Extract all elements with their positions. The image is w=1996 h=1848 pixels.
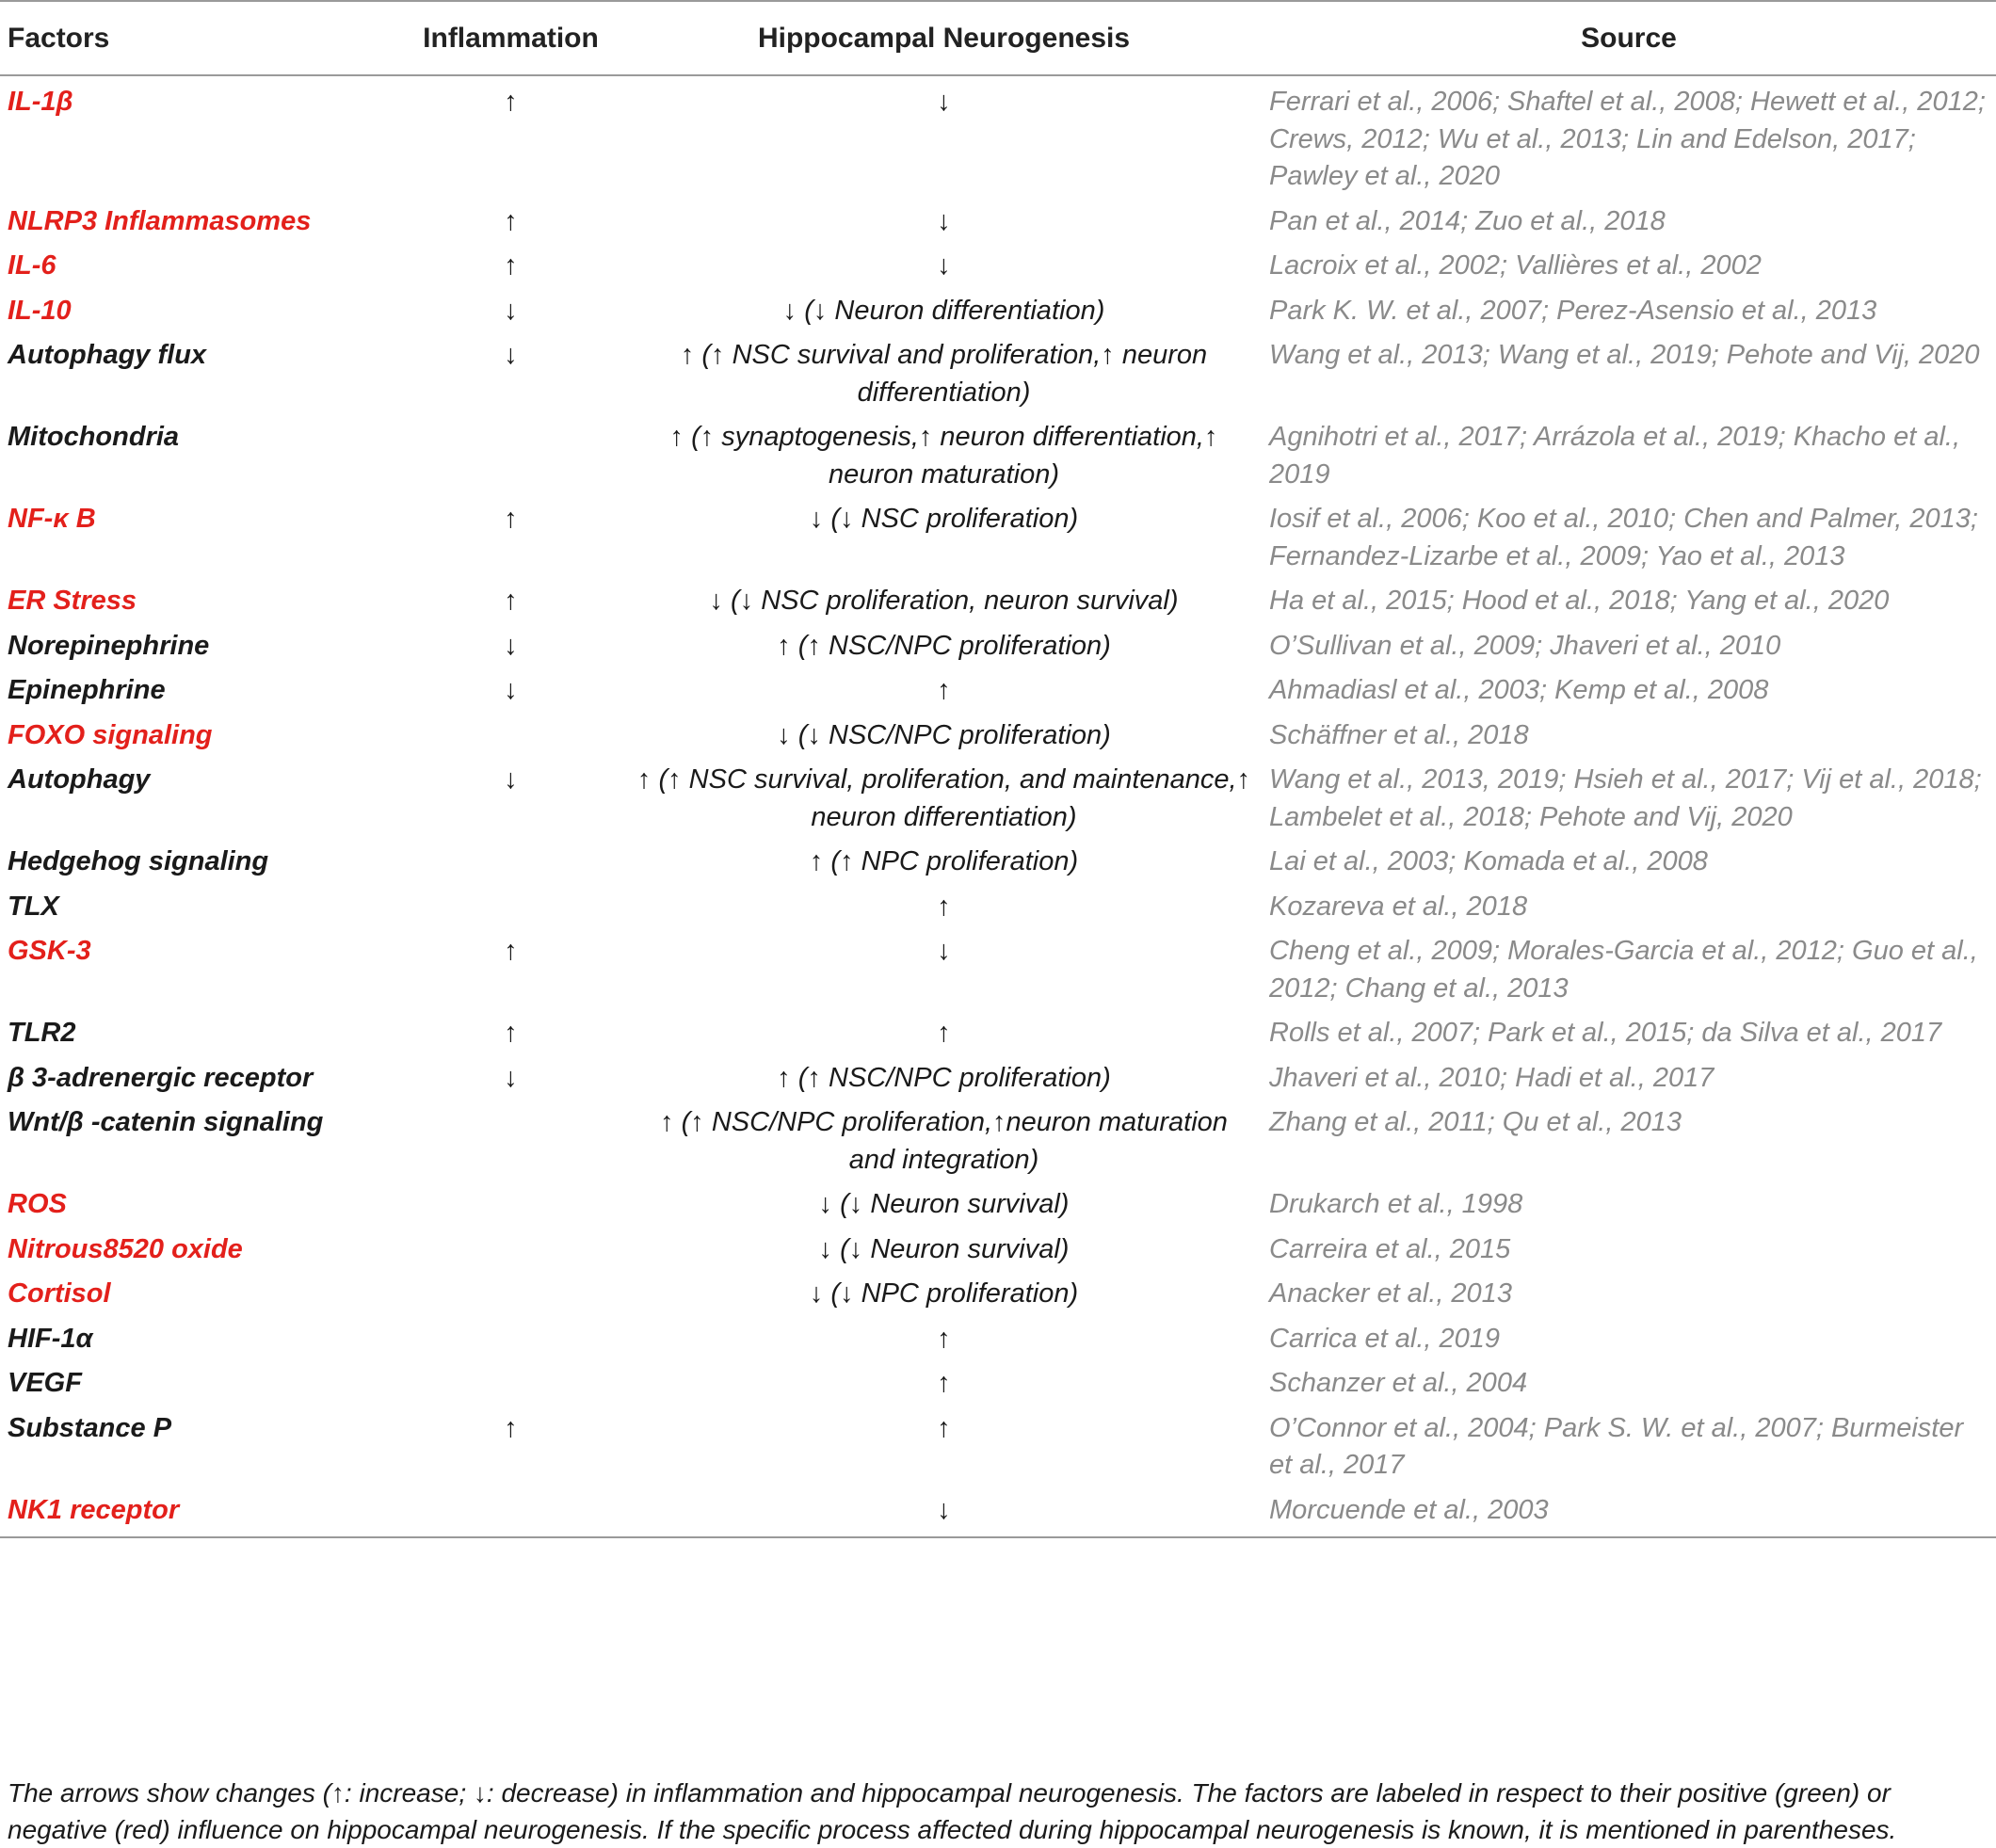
table-row [0,1186,1996,1231]
table-row [0,1276,1996,1321]
table-row [0,762,1996,844]
factor-cell: TLR2 [8,1018,76,1048]
source-cell: Cheng et al., 2009; Morales-Garcia et al., 2012; Guo et al., 2012; Chang et al., 2013 [1269,936,1978,1004]
source-cell: Lacroix et al., 2002; Vallières et al., 2002 [1269,250,1762,281]
table-row [0,1015,1996,1060]
neurogenesis-cell: ↑ [937,891,951,922]
factor-cell: Wnt/β -catenin signaling [8,1107,324,1137]
neurogenesis-cell: ↑ [937,1368,951,1398]
table-row [0,844,1996,889]
neurogenesis-cell: ↑ [937,1018,951,1048]
inflammation-cell: ↑ [504,205,518,236]
table-row [0,628,1996,673]
inflammation-cell: ↑ [504,936,518,966]
inflammation-cell: ↑ [504,586,518,616]
header-neurogenesis: Hippocampal Neurogenesis [757,22,1131,54]
source-cell: Wang et al., 2013; Wang et al., 2019; Pehote and Vij, 2020 [1269,340,1980,370]
inflammation-cell: ↓ [504,340,518,370]
table-row [0,672,1996,717]
table-row [0,419,1996,501]
source-cell: Drukarch et al., 1998 [1269,1189,1523,1219]
table-row [0,1231,1996,1277]
inflammation-cell: ↓ [504,764,518,795]
inflammation-cell: ↓ [504,295,518,326]
source-cell: Anacker et al., 2013 [1269,1278,1512,1309]
factor-cell: Hedgehog signaling [8,846,269,876]
inflammation-cell: ↑ [504,250,518,281]
factor-cell: Substance P [8,1412,172,1443]
inflammation-cell [395,1365,626,1410]
factor-cell: Epinephrine [8,675,166,705]
inflammation-cell [395,1321,626,1366]
factor-cell: NK1 receptor [8,1494,180,1525]
source-cell: O’Connor et al., 2004; Park S. W. et al., 2007; Burmeister et al., 2017 [1269,1412,1964,1480]
neurogenesis-cell: ↓ (↓ Neuron survival) [818,1233,1070,1264]
table-row [0,501,1996,583]
neurogenesis-cell: ↑ (↑ NSC/NPC proliferation) [777,630,1111,661]
factor-cell: Mitochondria [8,422,180,452]
factor-cell: TLX [8,891,59,922]
table-footnote: The arrows show changes (↑: increase; ↓: decrease) in inflammation and hippocampal neurogenesis. The factors are labeled in respect to their positive (green) or negative (red) influence on hippocampal neurogenesis. If the specific process affected during hippocampal neurogenesis is known, it is mentioned in parentheses. [8,1778,1897,1844]
neurogenesis-cell: ↑ (↑ NPC proliferation) [809,846,1079,876]
source-cell: Wang et al., 2013, 2019; Hsieh et al., 2017; Vij et al., 2018; Lambelet et al., 2018; Pehote and Vij, 2020 [1269,764,1982,832]
inflammation-cell [395,1276,626,1321]
source-cell: Ahmadiasl et al., 2003; Kemp et al., 2008 [1269,675,1769,705]
factor-cell: VEGF [8,1368,82,1398]
table-row [0,1492,1996,1538]
neurogenesis-cell: ↓ [937,1494,951,1525]
inflammation-cell [395,1492,626,1538]
neurogenesis-cell: ↑ (↑ NSC survival, proliferation, and maintenance,↑ neuron differentiation) [636,764,1251,832]
source-cell: Morcuende et al., 2003 [1269,1494,1549,1525]
table-row [0,1321,1996,1366]
source-cell: Carreira et al., 2015 [1269,1233,1511,1264]
source-cell: Pan et al., 2014; Zuo et al., 2018 [1269,205,1666,236]
neurogenesis-cell: ↓ (↓ Neuron differentiation) [782,295,1105,326]
table-row [0,248,1996,293]
source-cell: Iosif et al., 2006; Koo et al., 2010; Chen and Palmer, 2013; Fernandez-Lizarbe et al., 2009; Yao et al., 2013 [1269,504,1978,571]
header-inflammation: Inflammation [423,22,599,54]
neurogenesis-cell: ↓ [937,936,951,966]
factor-cell: ROS [8,1189,67,1219]
source-cell: Agnihotri et al., 2017; Arrázola et al., 2019; Khacho et al., 2019 [1269,422,1961,490]
table-row [0,293,1996,338]
factor-cell: ER Stress [8,586,137,616]
source-cell: Carrica et al., 2019 [1269,1323,1501,1354]
neurogenesis-cell: ↓ (↓ NSC proliferation, neuron survival) [709,586,1179,616]
factor-cell: Cortisol [8,1278,111,1309]
neurogenesis-cell: ↑ (↑ NSC/NPC proliferation,↑neuron maturation and integration) [660,1107,1228,1175]
factor-cell: IL-10 [8,295,72,326]
source-cell: Schäffner et al., 2018 [1269,719,1529,750]
neurogenesis-cell: ↑ [937,1323,951,1354]
neurogenesis-cell: ↓ (↓ NPC proliferation) [809,1278,1079,1309]
inflammation-cell [395,717,626,763]
inflammation-cell: ↑ [504,504,518,534]
source-cell: Ha et al., 2015; Hood et al., 2018; Yang et al., 2020 [1269,586,1890,616]
neurogenesis-cell: ↑ (↑ NSC survival and proliferation,↑ neuron differentiation) [680,340,1208,408]
factor-cell: Autophagy [8,764,151,795]
neurogenesis-cell: ↑ [937,1412,951,1443]
factor-cell: IL-6 [8,250,56,281]
inflammation-cell [395,844,626,889]
table-row [0,889,1996,934]
factor-cell: NF-κ B [8,504,96,534]
table-row [0,203,1996,249]
inflammation-cell: ↓ [504,630,518,661]
factor-cell: Autophagy flux [8,340,207,370]
source-cell: Park K. W. et al., 2007; Perez-Asensio et al., 2013 [1269,295,1877,326]
neurogenesis-cell: ↓ (↓ NSC proliferation) [809,504,1079,534]
source-cell: Ferrari et al., 2006; Shaftel et al., 2008; Hewett et al., 2012; Crews, 2012; Wu et al., 2013; Lin and Edelson, 2017; Pawley et al., 2020 [1269,87,1986,191]
inflammation-cell [395,889,626,934]
neurogenesis-cell: ↑ [937,675,951,705]
source-cell: Rolls et al., 2007; Park et al., 2015; da Silva et al., 2017 [1269,1018,1942,1048]
factor-cell: β 3-adrenergic receptor [8,1062,314,1093]
neurogenesis-cell: ↑ (↑ NSC/NPC proliferation) [777,1062,1111,1093]
neurogenesis-cell: ↓ [937,205,951,236]
source-cell: Lai et al., 2003; Komada et al., 2008 [1269,846,1708,876]
neurogenesis-cell: ↓ (↓ NSC/NPC proliferation) [777,719,1111,750]
inflammation-cell: ↓ [504,1062,518,1093]
inflammation-cell [395,1231,626,1277]
inflammation-cell: ↓ [504,675,518,705]
source-cell: Kozareva et al., 2018 [1269,891,1528,922]
neurogenesis-cell: ↓ [937,250,951,281]
table-row [0,1060,1996,1105]
source-cell: Zhang et al., 2011; Qu et al., 2013 [1269,1107,1682,1137]
factor-cell: HIF-1α [8,1323,93,1354]
source-cell: O’Sullivan et al., 2009; Jhaveri et al., 2010 [1269,630,1781,661]
inflammation-cell: ↑ [504,87,518,117]
table-row [0,583,1996,628]
table-row [0,1104,1996,1186]
factor-cell: Nitrous8520 oxide [8,1233,243,1264]
source-cell: Jhaveri et al., 2010; Hadi et al., 2017 [1269,1062,1714,1093]
factor-cell: GSK-3 [8,936,91,966]
inflammation-cell: ↑ [504,1018,518,1048]
neurogenesis-cell: ↑ (↑ synaptogenesis,↑ neuron differentiation,↑ neuron maturation) [669,422,1218,490]
table-row [0,1365,1996,1410]
inflammation-cell: ↑ [504,1412,518,1443]
factor-cell: Norepinephrine [8,630,210,661]
table-body [0,75,1996,1537]
inflammation-cell [395,1186,626,1231]
table-row [0,75,1996,203]
factor-cell: IL-1β [8,87,73,117]
table-header [0,1,1996,75]
table-row [0,1410,1996,1492]
neurogenesis-cell: ↓ (↓ Neuron survival) [818,1189,1070,1219]
inflammation-cell [395,419,626,501]
table-row [0,717,1996,763]
inflammation-cell [395,1104,626,1186]
header-row [0,1,1996,75]
table-row [0,933,1996,1015]
header-source: Source [1581,22,1677,54]
factor-cell: NLRP3 Inflammasomes [8,205,312,236]
source-cell: Schanzer et al., 2004 [1269,1368,1528,1398]
table-row [0,337,1996,419]
neurogenesis-cell: ↓ [937,87,951,117]
factor-cell: FOXO signaling [8,719,213,750]
header-factors: Factors [8,22,110,54]
